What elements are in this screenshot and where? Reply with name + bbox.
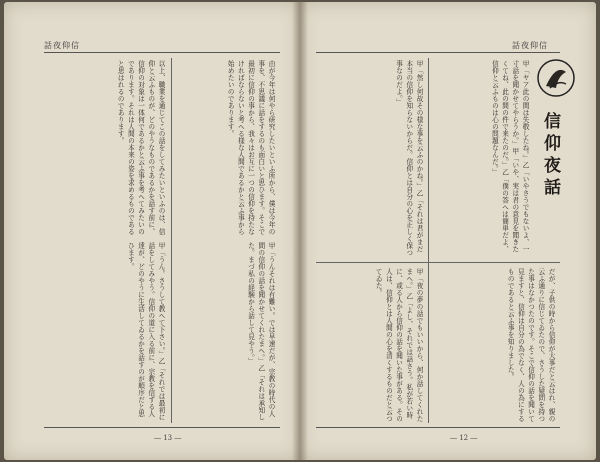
- text-column-bottom-left: 甲「夜の夢の話でもいいから、何か話してくれたまへ。」乙「よし、それでは話さう。私が若い時に、或る人から信仰の話を聞いた事がある。その人は、信仰とは人間の心を清くするものだと云つてゐた。: [374, 268, 423, 422]
- running-header: 話夜仰信: [512, 41, 548, 50]
- top-rule: [316, 52, 560, 53]
- text-column-top-left: 以上、職業を通じてこの話をしてみたいといふのは、信仰と云ふものが、どのやうなものであるかを話す前に、信仰の対象は一体何であるかと云ふ事を考へてみたいのであります。それは人間の本来の姿を求めるものであると思はれるのであります。: [116, 60, 165, 235]
- bottom-rule: [316, 427, 560, 428]
- text-column-bottom-left: 甲「うん。さうして教へて下さい。」乙「それでは最初に話をしてみやう。信仰の道に入る前に、宗教を信ずる人達が、どのやうに生活してゐるかを話すのが順序だと思ひます。: [126, 242, 165, 421]
- column-divider: [171, 58, 172, 423]
- text-column-top-left: 甲「然し何故その様な事を云ふのかね。」乙「それは君がまだ本当の信仰を知らないからだ。信仰とは自分の心を正しく保つ事なのだよ。」: [394, 60, 423, 256]
- column-divider: [428, 58, 429, 423]
- text-column-bottom-right: だが、子供の時から信仰が大事だと云はれ、親の云ふ通りに信じてゐたので、さうした疑問を持つた事はなかつたのです。そこで信仰の話を聞いて見ますと、信仰は自分の為でなく、人の為にするものであると云ふ事を知りました。: [506, 268, 555, 422]
- right-page: [300, 2, 596, 460]
- emblem-icon: [536, 58, 576, 98]
- bottom-rule: [44, 427, 280, 428]
- text-column-top-right: 甲「ヤア此の間は失敬したね。」乙「いやさうでもないよ、一寸話を聞かせてやらうか。」甲「いや、実は君の意見を聞きたくてね、此の間の件で来たのだ。」乙「僕の答へは簡単だよ、信仰と云ふものは心の問題なんだ。」: [490, 60, 529, 253]
- section-divider: [316, 262, 560, 263]
- page-number: ― 13 ―: [154, 434, 182, 442]
- text-column-bottom-right: 甲「うんそれは有難い。では早速だが、宗教の時代の人間の信仰の話を聞かせてくれたまへ。」乙「それは承知した。まづ私の経験から話して見やう。」: [246, 242, 275, 421]
- book-gutter: [292, 2, 308, 460]
- article-title: 信仰夜話: [540, 112, 560, 200]
- top-rule: [44, 52, 280, 53]
- text-column-top-right: 由が今年は何やら研究したいといふ所から、僕は今年の事を、不思議に話をするのも面白いと思ひます。そこで最初に信仰の事から、我々はお互に一つの信仰を持たなければならないと考へる様な人間であるかと云ふ事から始めたいのであります。: [226, 60, 275, 235]
- book-spread: [4, 2, 596, 460]
- left-page: [4, 2, 300, 460]
- running-header: 話夜仰信: [44, 41, 80, 50]
- page-number: ― 12 ―: [450, 434, 478, 442]
